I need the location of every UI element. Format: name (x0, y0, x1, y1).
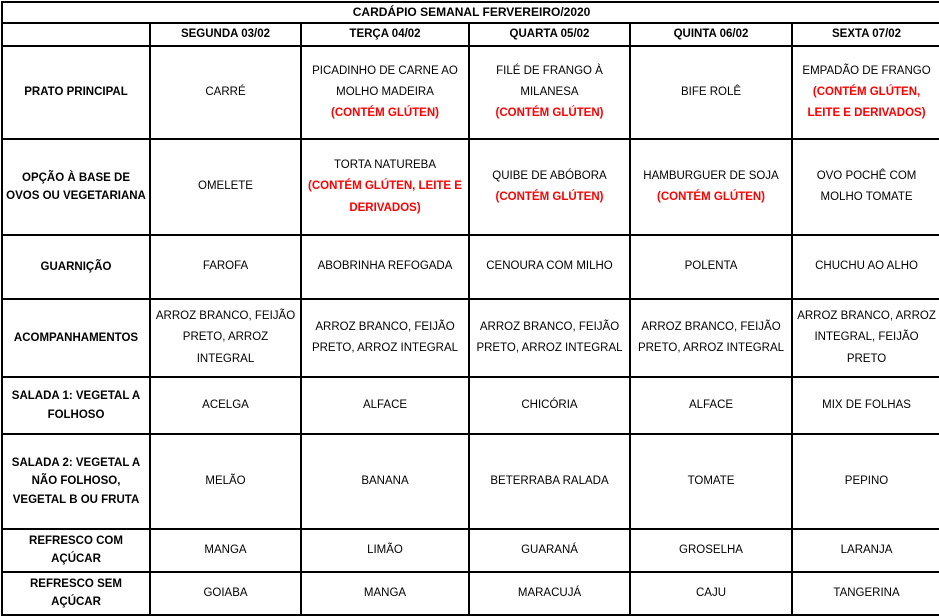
dish-name: MELÃO (205, 474, 246, 487)
menu-cell (469, 529, 630, 572)
row-label: SALADA 1: VEGETAL A FOLHOSO (2, 377, 150, 434)
allergen-note: (CONTÉM GLÚTEN) (495, 191, 604, 203)
menu-cell (792, 139, 939, 235)
menu-row (2, 572, 939, 615)
menu-cell (792, 235, 939, 299)
menu-cell (150, 529, 301, 572)
menu-cell (301, 529, 469, 572)
day-header-0: SEGUNDA 03/02 (150, 23, 301, 46)
menu-row (2, 434, 939, 529)
dish-name: MANGA (204, 543, 247, 556)
row-label: PRATO PRINCIPAL (2, 46, 150, 139)
dish-name: FILÉ DE FRANGO À MILANESA (496, 64, 603, 98)
menu-cell (630, 377, 792, 434)
dish-name: ARROZ BRANCO, ARROZ INTEGRAL, FEIJÃO PRETO (797, 310, 936, 365)
allergen-note: (CONTÉM GLÚTEN) (657, 191, 765, 203)
menu-cell (792, 299, 939, 377)
menu-cell (469, 377, 630, 434)
menu-cell (630, 299, 792, 377)
row-label: GUARNIÇÃO (2, 235, 150, 299)
menu-cell (630, 46, 792, 139)
menu-cell (301, 235, 469, 299)
page-title: CARDÁPIO SEMANAL FERVEREIRO/2020 (2, 2, 939, 23)
dish-name: HAMBURGUER DE SOJA (643, 169, 779, 182)
dish-name: GOIABA (203, 586, 248, 599)
menu-cell (630, 434, 792, 529)
menu-cell (792, 529, 939, 572)
menu-cell (150, 434, 301, 529)
corner-cell (2, 23, 150, 46)
menu-cell (301, 46, 469, 139)
day-header-row (2, 23, 939, 46)
menu-cell (469, 434, 630, 529)
dish-name: ARROZ BRANCO, FEIJÃO PRETO, ARROZ INTEGRAL (637, 320, 785, 354)
row-label: OPÇÃO À BASE DE OVOS OU VEGETARIANA (2, 139, 150, 235)
menu-cell (469, 235, 630, 299)
menu-cell (792, 377, 939, 434)
menu-cell (150, 139, 301, 235)
dish-name: ACELGA (202, 398, 249, 411)
menu-cell (792, 46, 939, 139)
dish-name: OVO POCHÊ COM MOLHO TOMATE (816, 169, 917, 203)
menu-cell (301, 139, 469, 235)
dish-name: POLENTA (684, 260, 738, 273)
dish-name: BIFE ROLÊ (680, 85, 742, 98)
dish-name: MARACUJÁ (517, 586, 582, 599)
dish-name: PEPINO (844, 474, 889, 487)
dish-name: MANGA (363, 586, 407, 599)
dish-name: OMELETE (198, 180, 253, 193)
dish-name: ALFACE (362, 398, 408, 411)
dish-name: TANGERINA (833, 586, 900, 599)
menu-row (2, 46, 939, 139)
menu-cell (301, 434, 469, 529)
dish-name: MIX DE FOLHAS (822, 398, 911, 411)
menu-cell (630, 572, 792, 615)
dish-name: FAROFA (202, 260, 249, 273)
dish-name: LARANJA (840, 543, 893, 556)
menu-cell (150, 377, 301, 434)
menu-cell (150, 299, 301, 377)
day-header-4: SEXTA 07/02 (792, 23, 939, 46)
dish-name: GROSELHA (679, 543, 743, 556)
menu-cell (301, 299, 469, 377)
menu-cell (469, 572, 630, 615)
dish-name: ARROZ BRANCO, FEIJÃO PRETO, ARROZ INTEGRAL (311, 320, 459, 354)
menu-cell (469, 299, 630, 377)
menu-cell (469, 46, 630, 139)
day-header-3: QUINTA 06/02 (630, 23, 792, 46)
dish-name: CENOURA COM MILHO (486, 260, 613, 273)
weekly-menu-table (1, 1, 939, 616)
menu-cell (630, 139, 792, 235)
menu-body (2, 46, 939, 615)
menu-row (2, 377, 939, 434)
menu-cell (792, 572, 939, 615)
menu-row (2, 139, 939, 235)
row-label: SALADA 2: VEGETAL A NÃO FOLHOSO, VEGETAL B OU FRUTA (2, 434, 150, 529)
dish-name: GUARANÁ (521, 543, 578, 556)
row-label: ACOMPANHAMENTOS (2, 299, 150, 377)
dish-name: CHICÓRIA (521, 398, 578, 411)
dish-name: BANANA (361, 474, 409, 487)
menu-row (2, 299, 939, 377)
dish-name: ARROZ BRANCO, FEIJÃO PRETO, ARROZ INTEGRAL (155, 310, 296, 365)
dish-name: CAJU (695, 586, 727, 599)
menu-cell (630, 235, 792, 299)
title-row (2, 2, 939, 23)
menu-cell (301, 377, 469, 434)
dish-name: ALFACE (688, 398, 734, 411)
menu-cell (150, 235, 301, 299)
dish-name: ABOBRINHA REFOGADA (317, 260, 453, 273)
menu-cell (150, 46, 301, 139)
dish-name: LIMÃO (367, 543, 403, 556)
menu-cell (469, 139, 630, 235)
allergen-note: (CONTÉM GLÚTEN) (495, 107, 604, 120)
dish-name: PICADINHO DE CARNE AO MOLHO MADEIRA (312, 64, 458, 98)
allergen-note: (CONTÉM GLÚTEN) (331, 107, 439, 120)
day-header-2: QUARTA 05/02 (469, 23, 630, 46)
dish-name: TOMATE (687, 474, 735, 487)
menu-cell (792, 434, 939, 529)
allergen-note: (CONTÉM GLÚTEN, LEITE E DERIVADOS) (807, 85, 926, 120)
allergen-note: (CONTÉM GLÚTEN, LEITE E DERIVADOS) (308, 180, 462, 214)
dish-name: EMPADÃO DE FRANGO (802, 64, 931, 77)
menu-cell (301, 572, 469, 615)
menu-cell (630, 529, 792, 572)
dish-name: QUIBE DE ABÓBORA (492, 169, 607, 182)
menu-cell (150, 572, 301, 615)
dish-name: CHUCHU AO ALHO (815, 260, 918, 273)
menu-row (2, 235, 939, 299)
dish-name: ARROZ BRANCO, FEIJÃO PRETO, ARROZ INTEGRAL (476, 320, 623, 354)
day-header-1: TERÇA 04/02 (301, 23, 469, 46)
dish-name: BETERRABA RALADA (490, 474, 609, 487)
dish-name: CARRÉ (205, 85, 246, 98)
row-label: REFRESCO COM AÇÚCAR (2, 529, 150, 572)
menu-row (2, 529, 939, 572)
dish-name: TORTA NATUREBA (333, 159, 437, 172)
row-label: REFRESCO SEM AÇÚCAR (2, 572, 150, 615)
